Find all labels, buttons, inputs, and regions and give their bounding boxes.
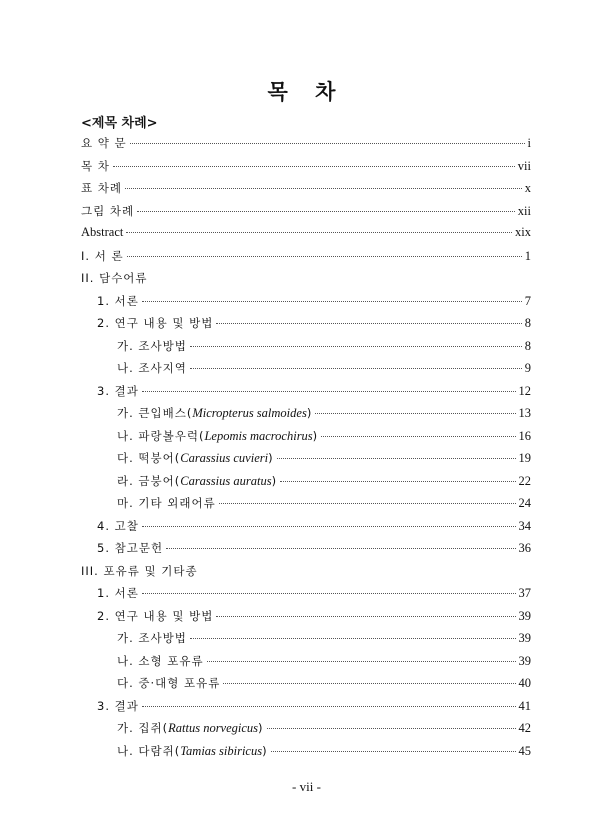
entry-title: 표 차례 xyxy=(81,181,122,195)
toc-entry[interactable] xyxy=(81,608,531,631)
toc-entry[interactable] xyxy=(81,540,531,563)
entry-title: 마. 기타 외래어류 xyxy=(117,496,216,510)
toc-entry-label xyxy=(117,630,187,646)
toc-entry-label xyxy=(117,720,264,736)
dot-leader xyxy=(216,323,521,324)
scientific-name: Carassius auratus xyxy=(180,473,272,488)
toc-entry[interactable] xyxy=(81,338,531,361)
toc-entry-label xyxy=(117,405,312,421)
scientific-name: Carassius cuvieri xyxy=(180,451,269,465)
toc-entry-label xyxy=(117,338,187,354)
toc-entry[interactable] xyxy=(81,293,531,316)
page-ref: 16 xyxy=(518,428,531,443)
page-title: 목 차 xyxy=(267,79,346,104)
toc-entry-label xyxy=(81,180,122,196)
toc-entry-label xyxy=(117,675,220,691)
dot-leader xyxy=(267,728,516,729)
entry-title: 요 약 문 xyxy=(81,136,127,150)
entry-title: 다. 떡붕어( xyxy=(117,451,181,465)
scientific-name: Lepomis macrochirus xyxy=(204,428,313,443)
page-ref: 40 xyxy=(518,676,531,690)
page-ref: 42 xyxy=(518,721,531,735)
entry-title: 가. 조사방법 xyxy=(117,338,187,353)
toc-entry-label xyxy=(117,653,204,669)
dot-leader xyxy=(166,548,515,549)
page-ref: xix xyxy=(515,225,531,239)
toc-entry-label xyxy=(97,698,139,714)
toc-entry-label xyxy=(97,383,139,399)
page-ref: xii xyxy=(517,203,531,218)
page-ref: 13 xyxy=(518,406,531,420)
dot-leader xyxy=(207,661,516,662)
dot-leader xyxy=(315,413,515,414)
toc-entry[interactable] xyxy=(81,518,531,541)
toc-entry-label xyxy=(117,450,274,466)
dot-leader xyxy=(113,166,515,167)
page-ref: 12 xyxy=(518,383,531,398)
dot-leader xyxy=(271,751,516,752)
toc-entry-label xyxy=(117,428,318,444)
dot-leader xyxy=(142,706,516,707)
dot-leader xyxy=(219,503,516,504)
toc-entry-label xyxy=(117,360,187,376)
dot-leader xyxy=(130,143,525,144)
page-ref: 45 xyxy=(518,743,531,758)
closing-paren: ) xyxy=(306,406,313,420)
toc-entry-label xyxy=(81,135,127,151)
page-ref: 36 xyxy=(518,541,531,555)
toc-entry[interactable] xyxy=(81,630,531,653)
toc-entry-label xyxy=(97,540,163,556)
dot-leader xyxy=(126,232,512,233)
toc-entry-label xyxy=(117,743,268,759)
toc-entry-label xyxy=(117,495,216,511)
toc-entry-label xyxy=(97,608,213,624)
dot-leader xyxy=(127,256,522,257)
toc-entry[interactable] xyxy=(81,248,531,271)
toc-entry[interactable] xyxy=(81,315,531,338)
page-ref: 39 xyxy=(518,631,531,645)
entry-title: 2. 연구 내용 및 방법 xyxy=(97,608,214,623)
toc-entry[interactable] xyxy=(81,698,531,721)
toc-subheading: <제목 차례> xyxy=(81,116,158,131)
page-ref: 34 xyxy=(518,518,531,533)
dot-leader xyxy=(280,481,515,482)
dot-leader xyxy=(125,188,522,189)
page-ref: 24 xyxy=(518,496,531,510)
page-ref: vii xyxy=(517,158,531,173)
toc-entry[interactable] xyxy=(81,203,531,226)
page-ref: 39 xyxy=(518,653,531,668)
entry-title: 3. 결과 xyxy=(97,698,139,713)
page-ref: 19 xyxy=(518,451,531,465)
page-ref: i xyxy=(527,136,531,150)
toc-entry[interactable] xyxy=(81,428,531,451)
entry-title: 나. 다람쥐( xyxy=(117,743,181,758)
entry-title: 1. 서론 xyxy=(97,293,139,308)
toc-entry-label xyxy=(81,225,123,240)
page-ref: 39 xyxy=(518,608,531,623)
toc-entry-label xyxy=(81,563,198,579)
toc-entry[interactable] xyxy=(81,405,531,428)
toc-entry[interactable] xyxy=(81,158,531,181)
page-ref: 1 xyxy=(524,248,531,263)
toc-entry[interactable] xyxy=(81,135,531,158)
toc-entry-label xyxy=(97,315,213,331)
toc-entry[interactable] xyxy=(81,360,531,383)
entry-title: 5. 참고문헌 xyxy=(97,541,164,555)
toc-entry[interactable] xyxy=(81,473,531,496)
dot-leader xyxy=(190,638,516,639)
page-ref: 41 xyxy=(518,698,531,713)
toc-entry[interactable] xyxy=(81,675,531,698)
closing-paren: ) xyxy=(312,428,319,443)
scientific-name: Rattus norvegicus xyxy=(168,721,259,735)
toc-entry[interactable] xyxy=(81,653,531,676)
entry-title: 가. 집쥐( xyxy=(117,721,169,735)
dot-leader xyxy=(216,616,515,617)
entry-title: 그림 차례 xyxy=(81,203,135,218)
page-number: - vii - xyxy=(292,779,321,794)
toc-entry[interactable] xyxy=(81,585,531,608)
closing-paren: ) xyxy=(262,743,268,758)
toc-entry-label xyxy=(117,473,277,489)
table-of-contents xyxy=(81,135,531,765)
entry-title: 나. 조사지역 xyxy=(117,361,187,375)
page-ref: 22 xyxy=(518,473,531,488)
entry-title: 나. 소형 포유류 xyxy=(117,653,204,668)
toc-entry-label xyxy=(81,203,134,219)
entry-title: 라. 금붕어( xyxy=(117,473,181,488)
dot-leader xyxy=(190,346,522,347)
entry-title: Ⅰ. 서 론 xyxy=(81,248,124,263)
page-ref: 9 xyxy=(524,361,531,375)
scientific-name: Micropterus salmoides xyxy=(192,406,307,420)
entry-title: III. 포유류 및 기타종 xyxy=(81,563,198,578)
page-ref: 37 xyxy=(518,586,531,600)
entry-title: 가. 조사방법 xyxy=(117,631,187,645)
toc-entry-label xyxy=(81,248,124,264)
toc-entry-label xyxy=(81,270,148,286)
entry-title: 가. 큰입배스( xyxy=(117,406,193,420)
entry-title: 나. 파랑볼우럭( xyxy=(117,428,205,443)
entry-title: 4. 고찰 xyxy=(97,518,139,533)
dot-leader xyxy=(142,593,516,594)
page-ref: x xyxy=(524,181,531,195)
toc-entry[interactable] xyxy=(81,450,531,473)
dot-leader xyxy=(190,368,522,369)
dot-leader xyxy=(142,526,516,527)
page-ref: 8 xyxy=(524,316,531,330)
dot-leader xyxy=(321,436,515,437)
toc-entry[interactable] xyxy=(81,383,531,406)
entry-title: 목 차 xyxy=(81,158,110,173)
dot-leader xyxy=(142,391,516,392)
scientific-name: Tamias sibiricus xyxy=(180,743,263,758)
entry-title: 다. 중·대형 포유류 xyxy=(117,676,221,690)
closing-paren: ) xyxy=(268,451,274,465)
toc-entry-label xyxy=(97,585,139,601)
entry-title: Abstract xyxy=(81,225,124,239)
toc-entry-label xyxy=(97,293,139,309)
toc-entry[interactable] xyxy=(81,495,531,518)
toc-entry[interactable] xyxy=(81,270,531,293)
entry-title: 3. 결과 xyxy=(97,383,139,398)
toc-entry[interactable] xyxy=(81,720,531,743)
entry-title: 1. 서론 xyxy=(97,586,139,600)
toc-entry-label xyxy=(81,158,110,174)
entry-title: 2. 연구 내용 및 방법 xyxy=(97,316,214,330)
toc-entry[interactable] xyxy=(81,563,531,586)
toc-entry-label xyxy=(97,518,139,534)
toc-entry[interactable] xyxy=(81,225,531,248)
entry-title: II. 담수어류 xyxy=(81,271,148,285)
closing-paren: ) xyxy=(258,721,264,735)
page-ref: 7 xyxy=(524,293,531,308)
dot-leader xyxy=(223,683,515,684)
dot-leader xyxy=(277,458,516,459)
closing-paren: ) xyxy=(271,473,278,488)
page-ref: 8 xyxy=(524,338,531,353)
toc-entry[interactable] xyxy=(81,180,531,203)
dot-leader xyxy=(142,301,522,302)
dot-leader xyxy=(137,211,515,212)
toc-entry[interactable] xyxy=(81,743,531,766)
